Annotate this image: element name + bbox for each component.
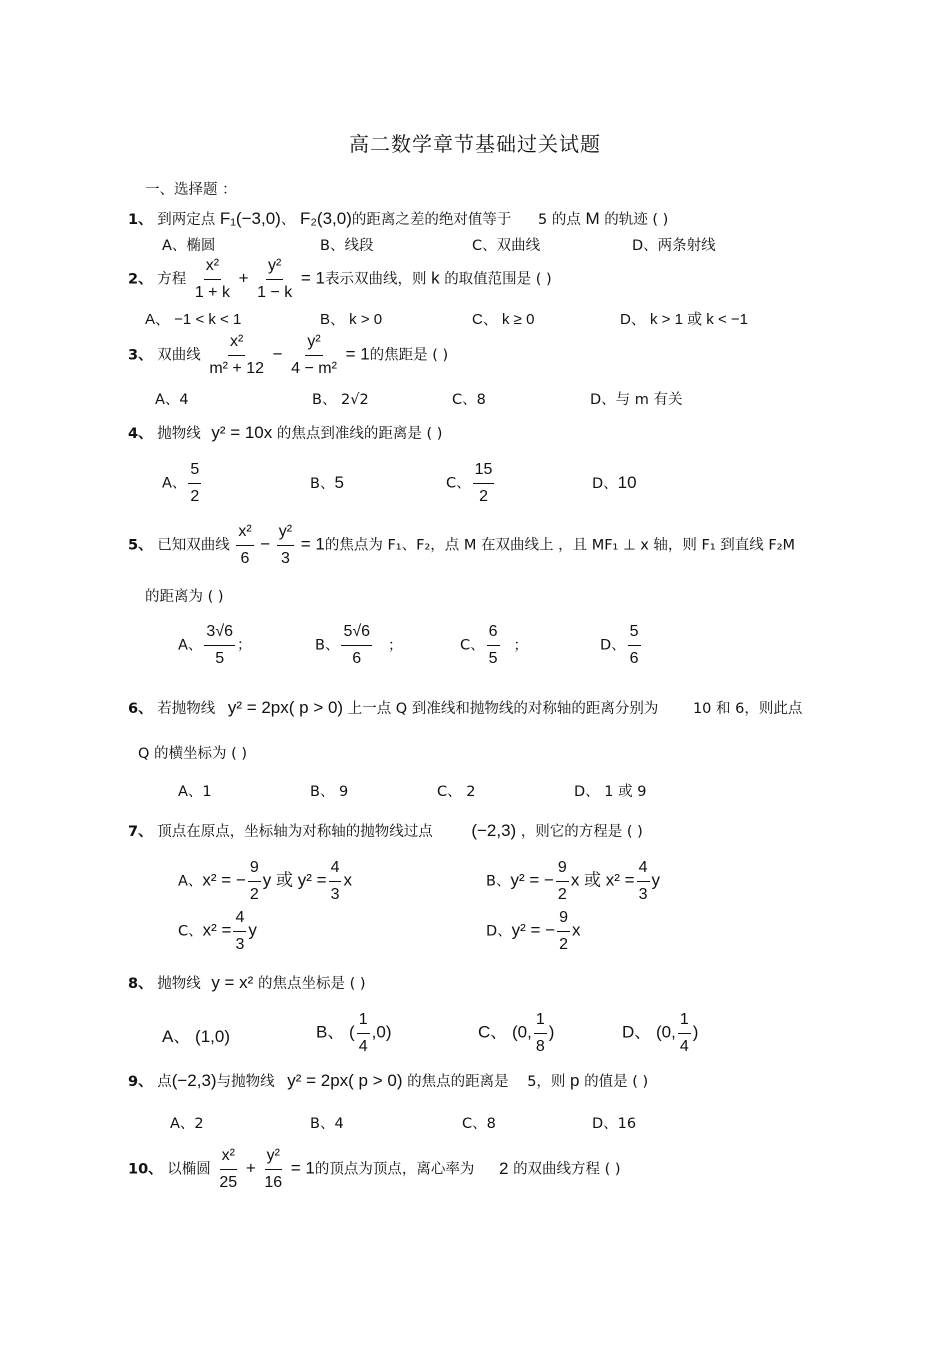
question-7: 7、 顶点在原点，坐标轴为对称轴的抛物线过点 (−2,3) ，则它的方程是 ( ) [128, 821, 643, 840]
q3-option-a: A、4 [155, 392, 189, 408]
fraction: $\frac{\text{x²}}{25}$ [219, 1147, 238, 1191]
question-6: 6、 若抛物线 y² = 2px( p > 0) 上一点 Q 到准线和抛物线的对称轴的距离分别为 10 和 6，则此点 [128, 698, 803, 717]
question-6-continued: Q 的横坐标为 ( ) [138, 746, 248, 762]
q9-option-d: D、16 [592, 1116, 637, 1132]
question-4: 4、 抛物线 y² = 10x 的焦点到准线的距离是 ( ) [128, 423, 443, 442]
q6-option-a: A、1 [178, 784, 212, 800]
q5-option-b: B、 $\frac{5√6}{6}$ ； [315, 623, 403, 667]
q2-option-a: A、 −1 < k < 1 [145, 311, 242, 328]
q6-option-b: B、 9 [310, 784, 349, 800]
question-3: 3、 双曲线 $\frac{\text{x²}}{\text{m² + 12}}$ − $\frac{\text{y²}}{\text{4 − m²}}$ = 1的焦距是 ( ) [128, 333, 449, 377]
fraction: $\frac{\text{x²}}{\text{m² + 12}}$ [209, 333, 264, 377]
q6-option-d: D、 1 或 9 [574, 784, 647, 800]
q5-option-c: C、 $\frac{6}{5}$ ； [460, 623, 529, 667]
question-number: 9、 [128, 1074, 153, 1090]
question-1: 1、 到两定点 F₁(−3,0)、 F₂(3,0)的距离之差的绝对值等于 5 的点 M 的轨迹 ( ) [128, 209, 669, 228]
question-number: 3、 [128, 347, 153, 364]
q7-option-c: C、x² = $\frac{4}{3}$ y [178, 909, 257, 953]
question-10: 10、 以椭圆 $\frac{\text{x²}}{25}$ + $\frac{\text{y²}}{16}$ = 1的顶点为顶点，离心率为 2 的双曲线方程 ( ) [128, 1147, 621, 1191]
q8-option-a: A、 (1,0) [162, 1027, 231, 1046]
q4-option-a: A、 $\frac{5}{2}$ [162, 461, 200, 505]
question-9: 9、 点(−2,3)与抛物线 y² = 2px( p > 0) 的焦点的距离是 5，则 p 的值是 ( ) [128, 1071, 649, 1090]
q2-option-d: D、 k > 1 或 k < −1 [620, 311, 748, 328]
fraction: $\frac{\text{y²}}{1 - k}$ [257, 257, 293, 301]
q4-option-d: D、10 [592, 473, 637, 492]
q1-option-c: C、双曲线 [472, 238, 541, 254]
question-2: 2、 方程 $\frac{\text{x²}}{1 + k}$ + $\frac{\text{y²}}{1 - k}$ = 1表示双曲线，则 k 的取值范围是 ( ) [128, 257, 552, 301]
fraction: $\frac{\text{y²}}{3}$ [278, 523, 293, 567]
q9-option-b: B、4 [310, 1116, 344, 1132]
q8-option-d: D、 (0, $\frac{1}{4}$ ) [622, 1011, 699, 1055]
question-number: 4、 [128, 426, 153, 442]
fraction: $\frac{\text{y²}}{\text{4 − m²}}$ [291, 333, 337, 377]
q1-option-d: D、两条射线 [632, 238, 716, 254]
q3-option-b: B、 2√2 [312, 392, 369, 408]
q3-option-c: C、8 [452, 392, 486, 408]
q7-option-d: D、y² = − $\frac{9}{2}$ x [486, 909, 581, 953]
question-5-continued: 的距离为 ( ) [145, 589, 224, 605]
question-number: 6、 [128, 701, 153, 717]
q8-option-c: C、 (0, $\frac{1}{8}$ ) [478, 1011, 555, 1055]
q4-option-c: C、 $\frac{15}{2}$ [446, 461, 493, 505]
q1-option-b: B、线段 [320, 238, 374, 254]
question-number: 2、 [128, 271, 153, 288]
q2-option-c: C、 k ≥ 0 [472, 311, 535, 328]
q6-option-c: C、 2 [437, 784, 476, 800]
question-number: 5、 [128, 537, 153, 554]
q9-option-a: A、2 [170, 1116, 204, 1132]
q9-option-c: C、8 [462, 1116, 496, 1132]
q5-option-d: D、 $\frac{5}{6}$ [600, 623, 639, 667]
q8-option-b: B、 ( $\frac{1}{4}$ ,0) [316, 1011, 392, 1055]
q7-option-a: A、x² = − $\frac{9}{2}$ y 或 y² = $\frac{4}{3}$ x [178, 859, 352, 903]
page-title: 高二数学章节基础过关试题 [349, 132, 601, 156]
q7-option-b: B、y² = − $\frac{9}{2}$ x 或 x² = $\frac{4}{3}$ y [486, 859, 660, 903]
q3-option-d: D、与 m 有关 [590, 392, 683, 408]
question-number: 7、 [128, 824, 153, 840]
q5-option-a: A、 $\frac{3√6}{5}$ ； [178, 623, 252, 667]
fraction: $\frac{\text{x²}}{6}$ [238, 523, 252, 567]
fraction: $\frac{\text{x²}}{1 + k}$ [194, 257, 230, 301]
q4-option-b: B、5 [310, 473, 344, 492]
q1-option-a: A、椭圆 [162, 238, 216, 254]
question-8: 8、 抛物线 y = x² 的焦点坐标是 ( ) [128, 973, 366, 992]
fraction: $\frac{\text{y²}}{16}$ [264, 1147, 283, 1191]
question-number: 1、 [128, 212, 153, 228]
question-number: 10、 [128, 1161, 163, 1178]
question-number: 8、 [128, 976, 153, 992]
q2-option-b: B、 k > 0 [320, 311, 383, 328]
section-heading: 一、选择题 ： [145, 182, 237, 198]
question-5: 5、 已知双曲线 $\frac{\text{x²}}{6}$ − $\frac{\text{y²}}{3}$ = 1的焦点为 F₁、F₂，点 M 在双曲线上 ，且 MF₁ ⊥ x 轴，则 F₁ 到直线 F₂M [128, 523, 796, 567]
